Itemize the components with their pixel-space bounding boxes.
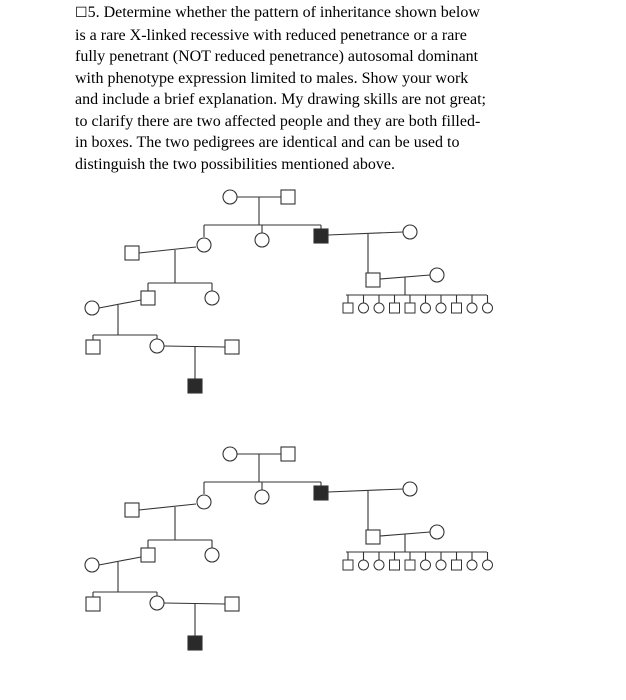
- female-circle-g3-spouse-f: [85, 301, 99, 315]
- sibling-female-circle: [374, 560, 384, 570]
- sibling-female-circle: [359, 303, 369, 313]
- sibling-female-circle: [467, 303, 477, 313]
- affected-male-square-g5-m-affected: [188, 379, 202, 393]
- sibling-female-circle: [467, 560, 477, 570]
- sibling-male-square: [405, 303, 415, 313]
- checkbox-icon[interactable]: ☐: [75, 5, 88, 21]
- affected-male-square-g2-m-affected: [314, 486, 328, 500]
- male-square-g3-m-left: [141, 291, 155, 305]
- female-circle-g2-f-mid: [255, 233, 269, 247]
- sibling-male-square: [343, 303, 353, 313]
- male-square-g4-m: [86, 340, 100, 354]
- question-text: [75, 2, 575, 175]
- pedigree-line: [99, 300, 141, 308]
- sibling-male-square: [452, 303, 462, 313]
- male-square-g1-m: [281, 190, 295, 204]
- pedigree-svg-top: [75, 175, 505, 415]
- male-square-g2-spouse-m: [125, 503, 139, 517]
- sibling-female-circle: [421, 303, 431, 313]
- question-line-8: distinguish the two possibilities mentioned above.: [75, 155, 395, 173]
- male-square-g1-m: [281, 447, 295, 461]
- sibling-male-square: [343, 560, 353, 570]
- female-circle-g2-spouse-f: [403, 225, 417, 239]
- pedigree-diagram-top: [75, 175, 505, 415]
- sibling-male-square: [452, 560, 462, 570]
- sibling-male-square: [390, 560, 400, 570]
- female-circle-g3-spouse-f-right: [430, 525, 444, 539]
- female-circle-g2-f-left: [197, 495, 211, 509]
- question-line-4: with phenotype expression limited to males. Show your work: [75, 69, 469, 87]
- female-circle-g1-f: [223, 190, 237, 204]
- sibling-female-circle: [421, 560, 431, 570]
- male-square-g2-spouse-m: [125, 246, 139, 260]
- male-square-g4-spouse-m: [225, 597, 239, 611]
- female-circle-g4-f: [150, 596, 164, 610]
- female-circle-g4-f: [150, 339, 164, 353]
- sibling-female-circle: [436, 560, 446, 570]
- sibling-female-circle: [374, 303, 384, 313]
- question-line-5: and include a brief explanation. My drawing skills are not great;: [75, 91, 486, 108]
- sibling-female-circle: [436, 303, 446, 313]
- pedigree-line: [328, 232, 403, 235]
- sibling-male-square: [405, 560, 415, 570]
- female-circle-g1-f: [223, 447, 237, 461]
- question-line-2: is a rare X-linked recessive with reduced penetrance or a rare: [75, 26, 467, 44]
- affected-male-square-g2-m-affected: [314, 229, 328, 243]
- sibling-male-square: [390, 303, 400, 313]
- male-square-g4-spouse-m: [225, 340, 239, 354]
- question-line-1: ☐5. Determine whether the pattern of inheritance shown below: [75, 4, 480, 21]
- pedigree-line: [139, 247, 196, 253]
- pedigree-line: [139, 504, 196, 510]
- sibling-female-circle: [359, 560, 369, 570]
- pedigree-line: [328, 489, 403, 492]
- male-square-g3-m-right: [366, 530, 380, 544]
- female-circle-g3-f-left: [205, 291, 219, 305]
- question-line-6: to clarify there are two affected people and they are both filled-: [75, 112, 481, 130]
- pedigree-line: [99, 557, 141, 565]
- affected-male-square-g5-m-affected: [188, 636, 202, 650]
- male-square-g3-m-right: [366, 273, 380, 287]
- female-circle-g2-f-mid: [255, 490, 269, 504]
- question-line-3: fully penetrant (NOT reduced penetrance) autosomal dominant: [75, 48, 479, 65]
- female-circle-g3-spouse-f: [85, 558, 99, 572]
- sibling-female-circle: [483, 560, 493, 570]
- pedigree-svg-bottom: [75, 432, 505, 672]
- female-circle-g2-spouse-f: [403, 482, 417, 496]
- male-square-g3-m-left: [141, 548, 155, 562]
- male-square-g4-m: [86, 597, 100, 611]
- question-line-7: in boxes. The two pedigrees are identical and can be used to: [75, 134, 460, 151]
- female-circle-g2-f-left: [197, 238, 211, 252]
- female-circle-g3-f-left: [205, 548, 219, 562]
- pedigree-diagram-bottom: [75, 432, 505, 672]
- sibling-female-circle: [483, 303, 493, 313]
- female-circle-g3-spouse-f-right: [430, 268, 444, 282]
